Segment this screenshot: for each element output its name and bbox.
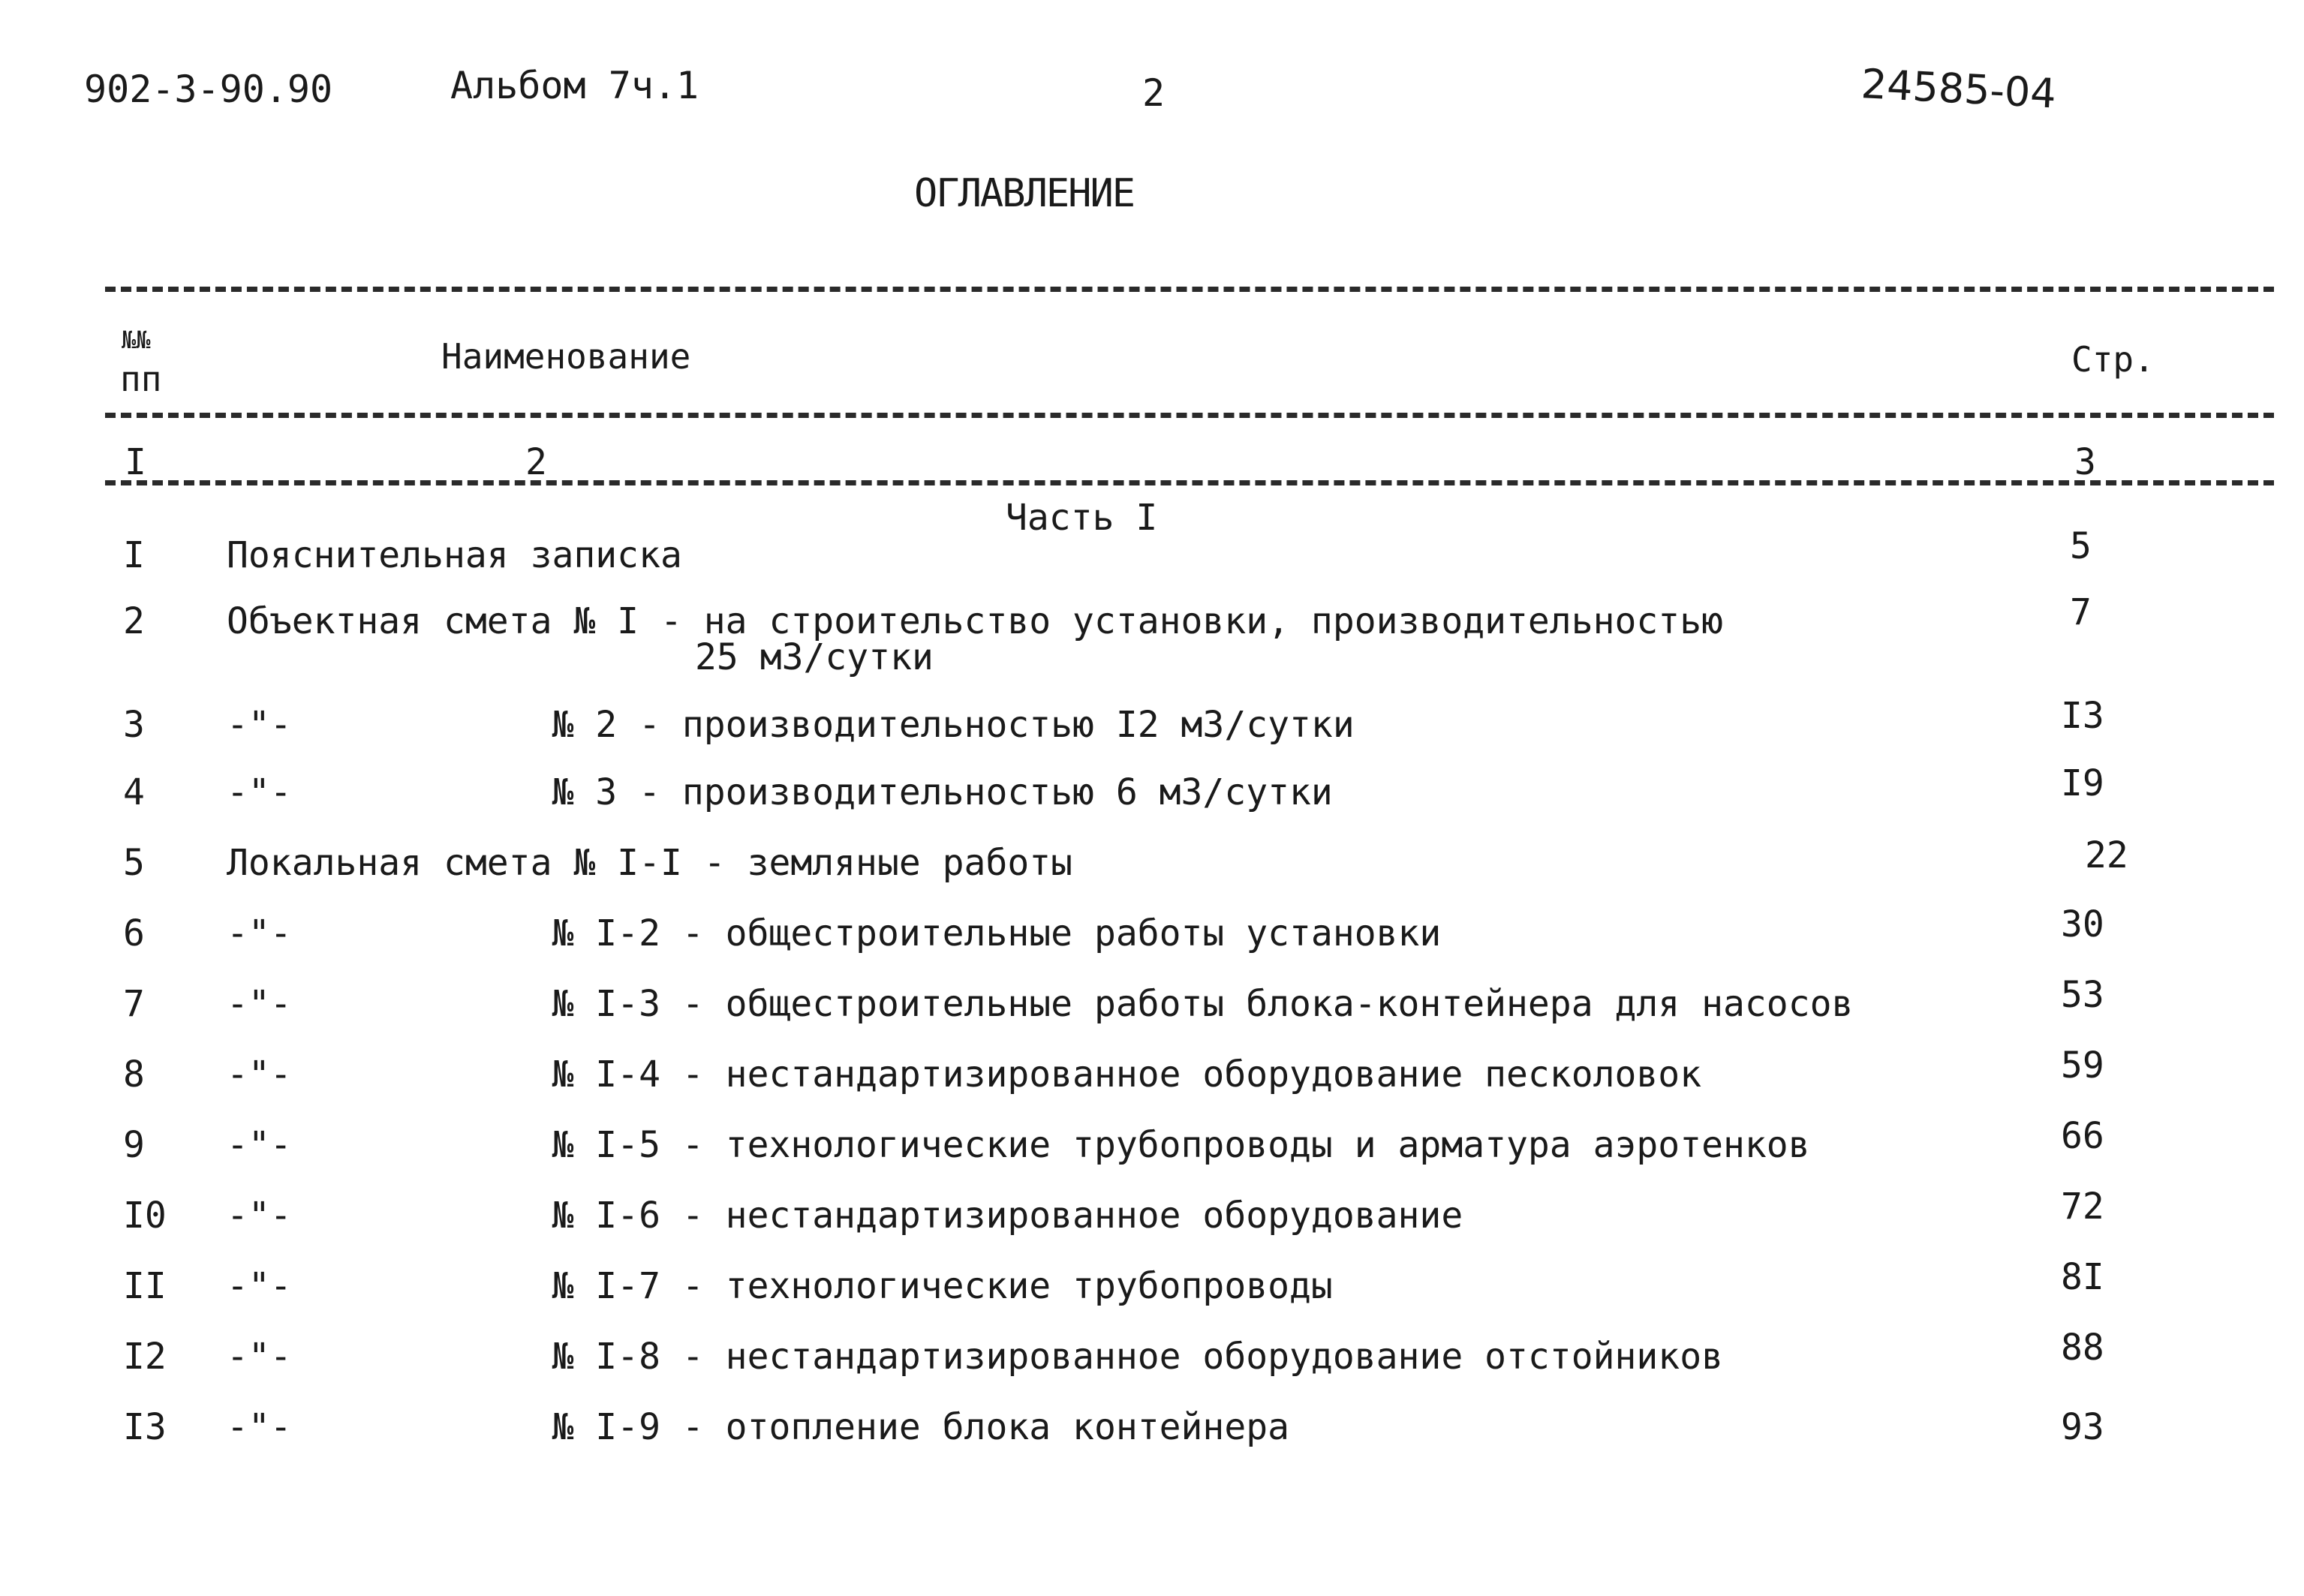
row-name: -"- № 3 - производительностью 6 м3/сутки: [227, 771, 1333, 813]
column-header-page: Стр.: [2071, 339, 2155, 380]
column-header-num-line1: №№: [122, 326, 151, 354]
row-number: 3: [123, 704, 145, 746]
row-page: I3: [2061, 695, 2104, 737]
column-number-rule: [105, 480, 2274, 485]
row-name: -"- № I-8 - нестандартизированное оборудование отстойников: [227, 1336, 1723, 1378]
row-name: -"- № I-9 - отопление блока контейнера: [227, 1406, 1290, 1448]
row-page: 30: [2061, 903, 2104, 945]
page-number: 2: [1142, 71, 1166, 115]
row-number: I2: [123, 1336, 167, 1378]
row-number: 7: [123, 983, 145, 1025]
row-name: Локальная смета № I-I - земляные работы: [227, 842, 1073, 884]
row-number: 5: [123, 842, 145, 884]
row-number: 4: [123, 771, 145, 813]
column-number-3: 3: [2074, 441, 2096, 483]
row-number: 2: [123, 600, 145, 642]
row-page: 66: [2061, 1115, 2104, 1157]
row-name: Объектная смета № I - на строительство установки, производительностью: [227, 600, 1723, 642]
row-page: I9: [2061, 762, 2104, 804]
row-name: -"- № I-7 - технологические трубопроводы: [227, 1265, 1333, 1307]
section-heading: Часть I: [1006, 497, 1158, 539]
row-name-continuation: 25 м3/сутки: [695, 636, 934, 678]
row-name: -"- № I-6 - нестандартизированное оборудование: [227, 1195, 1463, 1237]
row-number: I: [123, 534, 145, 576]
row-number: I0: [123, 1195, 167, 1237]
row-page: 59: [2061, 1044, 2104, 1087]
row-number: II: [123, 1265, 167, 1307]
row-page: 53: [2061, 974, 2104, 1016]
column-header-name: Наименование: [441, 336, 691, 377]
row-number: 9: [123, 1124, 145, 1166]
row-name: Пояснительная записка: [227, 534, 682, 576]
row-name: -"- № I-3 - общестроительные работы блока-контейнера для насосов: [227, 983, 1854, 1025]
row-page: 72: [2061, 1186, 2104, 1228]
column-number-1: I: [125, 441, 146, 483]
row-page: 7: [2070, 591, 2092, 633]
row-page: 93: [2061, 1406, 2104, 1448]
row-page: 88: [2061, 1327, 2104, 1369]
row-page: 22: [2085, 834, 2128, 876]
row-name: -"- № I-2 - общестроительные работы установки: [227, 912, 1442, 954]
row-name: -"- № I-4 - нестандартизированное оборудование песколовок: [227, 1053, 1702, 1096]
row-name: -"- № 2 - производительностью I2 м3/сутки: [227, 704, 1355, 746]
column-number-2: 2: [525, 441, 547, 483]
row-number: I3: [123, 1406, 167, 1448]
document-code: 902-3-90.90: [84, 68, 333, 111]
row-page: 8I: [2061, 1256, 2104, 1298]
archive-number: 24585-04: [1860, 60, 2058, 118]
row-number: 8: [123, 1053, 145, 1096]
album-label: Альбом 7ч.1: [450, 64, 699, 107]
column-header-num-line2: пп: [120, 359, 162, 399]
table-top-rule: [105, 287, 2274, 292]
table-header-rule: [105, 413, 2274, 418]
page-title: ОГЛАВЛЕНИЕ: [914, 171, 1135, 216]
row-page: 5: [2070, 525, 2092, 567]
row-number: 6: [123, 912, 145, 954]
row-name: -"- № I-5 - технологические трубопроводы и арматура аэротенков: [227, 1124, 1810, 1166]
